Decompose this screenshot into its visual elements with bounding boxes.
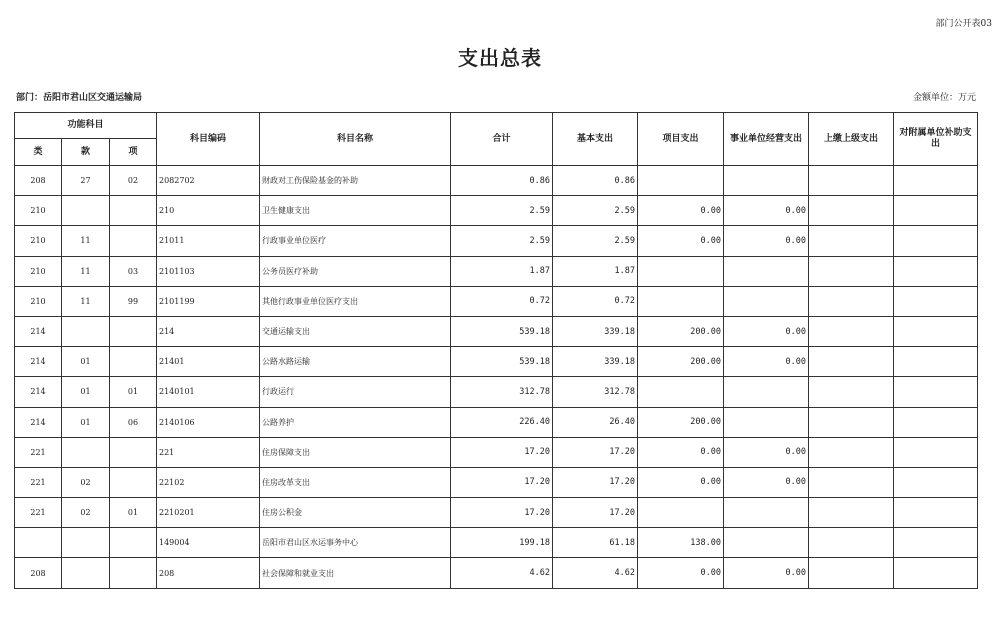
cell-kuan: 11 bbox=[62, 286, 110, 316]
cell-basic: 17.20 bbox=[553, 498, 638, 528]
cell-kuan: 01 bbox=[62, 377, 110, 407]
cell-upper bbox=[809, 467, 894, 497]
cell-xiang bbox=[110, 316, 157, 346]
cell-upper bbox=[809, 437, 894, 467]
header-code: 科目编码 bbox=[157, 113, 260, 166]
cell-total: 2.59 bbox=[451, 196, 553, 226]
cell-name: 其他行政事业单位医疗支出 bbox=[260, 286, 451, 316]
cell-kuan bbox=[62, 528, 110, 558]
cell-name: 公务员医疗补助 bbox=[260, 256, 451, 286]
cell-total: 312.78 bbox=[451, 377, 553, 407]
cell-lei: 214 bbox=[15, 316, 62, 346]
cell-xiang bbox=[110, 347, 157, 377]
cell-basic: 312.78 bbox=[553, 377, 638, 407]
cell-lei: 214 bbox=[15, 347, 62, 377]
cell-lei: 210 bbox=[15, 196, 62, 226]
header-lei: 类 bbox=[15, 139, 62, 166]
cell-upper bbox=[809, 407, 894, 437]
cell-business bbox=[724, 377, 809, 407]
cell-code: 2210201 bbox=[157, 498, 260, 528]
cell-subsidy bbox=[894, 256, 978, 286]
table-row bbox=[15, 528, 978, 558]
table-row bbox=[15, 316, 978, 346]
cell-subsidy bbox=[894, 558, 978, 588]
cell-business: 0.00 bbox=[724, 347, 809, 377]
cell-project bbox=[638, 286, 724, 316]
cell-lei: 214 bbox=[15, 377, 62, 407]
cell-total: 4.62 bbox=[451, 558, 553, 588]
cell-business bbox=[724, 256, 809, 286]
cell-project: 200.00 bbox=[638, 347, 724, 377]
cell-lei bbox=[15, 528, 62, 558]
table-row bbox=[15, 498, 978, 528]
cell-subsidy bbox=[894, 166, 978, 196]
cell-lei: 221 bbox=[15, 498, 62, 528]
cell-project: 0.00 bbox=[638, 558, 724, 588]
cell-name: 卫生健康支出 bbox=[260, 196, 451, 226]
cell-total: 17.20 bbox=[451, 498, 553, 528]
cell-xiang bbox=[110, 196, 157, 226]
cell-code: 2101103 bbox=[157, 256, 260, 286]
cell-xiang: 06 bbox=[110, 407, 157, 437]
cell-business: 0.00 bbox=[724, 437, 809, 467]
cell-subsidy bbox=[894, 528, 978, 558]
cell-project bbox=[638, 377, 724, 407]
cell-kuan: 01 bbox=[62, 347, 110, 377]
table-row bbox=[15, 256, 978, 286]
cell-xiang: 99 bbox=[110, 286, 157, 316]
cell-name: 公路水路运输 bbox=[260, 347, 451, 377]
cell-total: 199.18 bbox=[451, 528, 553, 558]
cell-subsidy bbox=[894, 347, 978, 377]
cell-upper bbox=[809, 316, 894, 346]
cell-lei: 214 bbox=[15, 407, 62, 437]
cell-project: 0.00 bbox=[638, 437, 724, 467]
form-number: 部门公开表03 bbox=[935, 19, 992, 29]
cell-subsidy bbox=[894, 467, 978, 497]
table-row bbox=[15, 196, 978, 226]
cell-xiang bbox=[110, 558, 157, 588]
cell-code: 2101199 bbox=[157, 286, 260, 316]
header-xiang: 项 bbox=[110, 139, 157, 166]
cell-lei: 210 bbox=[15, 256, 62, 286]
cell-project bbox=[638, 256, 724, 286]
cell-name: 住房改革支出 bbox=[260, 467, 451, 497]
header-business: 事业单位经营支出 bbox=[724, 113, 809, 166]
cell-business bbox=[724, 498, 809, 528]
cell-project bbox=[638, 166, 724, 196]
cell-project: 138.00 bbox=[638, 528, 724, 558]
cell-subsidy bbox=[894, 316, 978, 346]
cell-project: 200.00 bbox=[638, 407, 724, 437]
cell-upper bbox=[809, 196, 894, 226]
cell-project: 200.00 bbox=[638, 316, 724, 346]
cell-name: 财政对工伤保险基金的补助 bbox=[260, 166, 451, 196]
cell-business bbox=[724, 407, 809, 437]
cell-kuan: 27 bbox=[62, 166, 110, 196]
cell-kuan bbox=[62, 316, 110, 346]
cell-upper bbox=[809, 347, 894, 377]
cell-basic: 0.72 bbox=[553, 286, 638, 316]
cell-business bbox=[724, 286, 809, 316]
header-func-subject: 功能科目 bbox=[15, 113, 157, 139]
cell-basic: 26.40 bbox=[553, 407, 638, 437]
cell-business: 0.00 bbox=[724, 316, 809, 346]
table-row bbox=[15, 407, 978, 437]
table-row bbox=[15, 286, 978, 316]
cell-kuan: 02 bbox=[62, 498, 110, 528]
header-subsidy: 对附属单位补助支出 bbox=[894, 113, 978, 166]
cell-business: 0.00 bbox=[724, 467, 809, 497]
cell-code: 2082702 bbox=[157, 166, 260, 196]
cell-name: 住房保障支出 bbox=[260, 437, 451, 467]
header-basic: 基本支出 bbox=[553, 113, 638, 166]
cell-total: 17.20 bbox=[451, 437, 553, 467]
cell-lei: 210 bbox=[15, 226, 62, 256]
cell-project bbox=[638, 498, 724, 528]
header-name: 科目名称 bbox=[260, 113, 451, 166]
cell-basic: 2.59 bbox=[553, 226, 638, 256]
cell-business: 0.00 bbox=[724, 196, 809, 226]
cell-kuan: 11 bbox=[62, 256, 110, 286]
department-label: 部门：岳阳市君山区交通运输局 bbox=[16, 93, 143, 103]
cell-kuan bbox=[62, 558, 110, 588]
cell-subsidy bbox=[894, 407, 978, 437]
cell-code: 149004 bbox=[157, 528, 260, 558]
cell-xiang bbox=[110, 437, 157, 467]
cell-project: 0.00 bbox=[638, 226, 724, 256]
cell-total: 17.20 bbox=[451, 467, 553, 497]
cell-xiang bbox=[110, 467, 157, 497]
cell-lei: 221 bbox=[15, 467, 62, 497]
cell-name: 行政运行 bbox=[260, 377, 451, 407]
cell-basic: 0.86 bbox=[553, 166, 638, 196]
cell-basic: 339.18 bbox=[553, 316, 638, 346]
cell-kuan: 01 bbox=[62, 407, 110, 437]
cell-xiang: 01 bbox=[110, 498, 157, 528]
cell-code: 21401 bbox=[157, 347, 260, 377]
table-row bbox=[15, 377, 978, 407]
cell-total: 0.72 bbox=[451, 286, 553, 316]
page-title: 支出总表 bbox=[458, 46, 542, 70]
cell-total: 1.87 bbox=[451, 256, 553, 286]
cell-lei: 208 bbox=[15, 558, 62, 588]
cell-name: 岳阳市君山区水运事务中心 bbox=[260, 528, 451, 558]
cell-xiang: 02 bbox=[110, 166, 157, 196]
cell-subsidy bbox=[894, 226, 978, 256]
cell-upper bbox=[809, 528, 894, 558]
cell-project: 0.00 bbox=[638, 467, 724, 497]
header-project: 项目支出 bbox=[638, 113, 724, 166]
cell-upper bbox=[809, 377, 894, 407]
expenditure-table bbox=[14, 112, 978, 589]
cell-code: 221 bbox=[157, 437, 260, 467]
cell-lei: 221 bbox=[15, 437, 62, 467]
cell-kuan: 02 bbox=[62, 467, 110, 497]
cell-basic: 339.18 bbox=[553, 347, 638, 377]
cell-project: 0.00 bbox=[638, 196, 724, 226]
cell-code: 210 bbox=[157, 196, 260, 226]
cell-code: 22102 bbox=[157, 467, 260, 497]
cell-business bbox=[724, 166, 809, 196]
cell-kuan bbox=[62, 437, 110, 467]
cell-code: 214 bbox=[157, 316, 260, 346]
cell-basic: 1.87 bbox=[553, 256, 638, 286]
cell-total: 2.59 bbox=[451, 226, 553, 256]
table-row bbox=[15, 166, 978, 196]
amount-unit-label: 金额单位：万元 bbox=[912, 93, 976, 103]
table-row bbox=[15, 558, 978, 588]
cell-business: 0.00 bbox=[724, 558, 809, 588]
cell-business: 0.00 bbox=[724, 226, 809, 256]
cell-name: 社会保障和就业支出 bbox=[260, 558, 451, 588]
cell-xiang bbox=[110, 528, 157, 558]
header-kuan: 款 bbox=[62, 139, 110, 166]
cell-name: 交通运输支出 bbox=[260, 316, 451, 346]
cell-name: 住房公积金 bbox=[260, 498, 451, 528]
cell-upper bbox=[809, 226, 894, 256]
cell-total: 539.18 bbox=[451, 347, 553, 377]
cell-total: 226.40 bbox=[451, 407, 553, 437]
cell-basic: 2.59 bbox=[553, 196, 638, 226]
cell-name: 公路养护 bbox=[260, 407, 451, 437]
cell-upper bbox=[809, 286, 894, 316]
table-row bbox=[15, 437, 978, 467]
cell-kuan bbox=[62, 196, 110, 226]
cell-upper bbox=[809, 256, 894, 286]
cell-lei: 208 bbox=[15, 166, 62, 196]
cell-code: 208 bbox=[157, 558, 260, 588]
cell-basic: 61.18 bbox=[553, 528, 638, 558]
cell-basic: 17.20 bbox=[553, 437, 638, 467]
cell-business bbox=[724, 528, 809, 558]
cell-basic: 17.20 bbox=[553, 467, 638, 497]
cell-xiang: 01 bbox=[110, 377, 157, 407]
cell-subsidy bbox=[894, 498, 978, 528]
cell-code: 21011 bbox=[157, 226, 260, 256]
table-row bbox=[15, 347, 978, 377]
cell-xiang bbox=[110, 226, 157, 256]
cell-subsidy bbox=[894, 286, 978, 316]
cell-upper bbox=[809, 558, 894, 588]
cell-name: 行政事业单位医疗 bbox=[260, 226, 451, 256]
cell-total: 0.86 bbox=[451, 166, 553, 196]
cell-subsidy bbox=[894, 437, 978, 467]
cell-xiang: 03 bbox=[110, 256, 157, 286]
table-row bbox=[15, 467, 978, 497]
cell-upper bbox=[809, 166, 894, 196]
table-body bbox=[15, 166, 978, 589]
cell-upper bbox=[809, 498, 894, 528]
cell-code: 2140106 bbox=[157, 407, 260, 437]
cell-lei: 210 bbox=[15, 286, 62, 316]
cell-total: 539.18 bbox=[451, 316, 553, 346]
cell-code: 2140101 bbox=[157, 377, 260, 407]
cell-kuan: 11 bbox=[62, 226, 110, 256]
cell-subsidy bbox=[894, 377, 978, 407]
table-row bbox=[15, 226, 978, 256]
cell-basic: 4.62 bbox=[553, 558, 638, 588]
header-upper: 上缴上级支出 bbox=[809, 113, 894, 166]
cell-subsidy bbox=[894, 196, 978, 226]
header-total: 合计 bbox=[451, 113, 553, 166]
